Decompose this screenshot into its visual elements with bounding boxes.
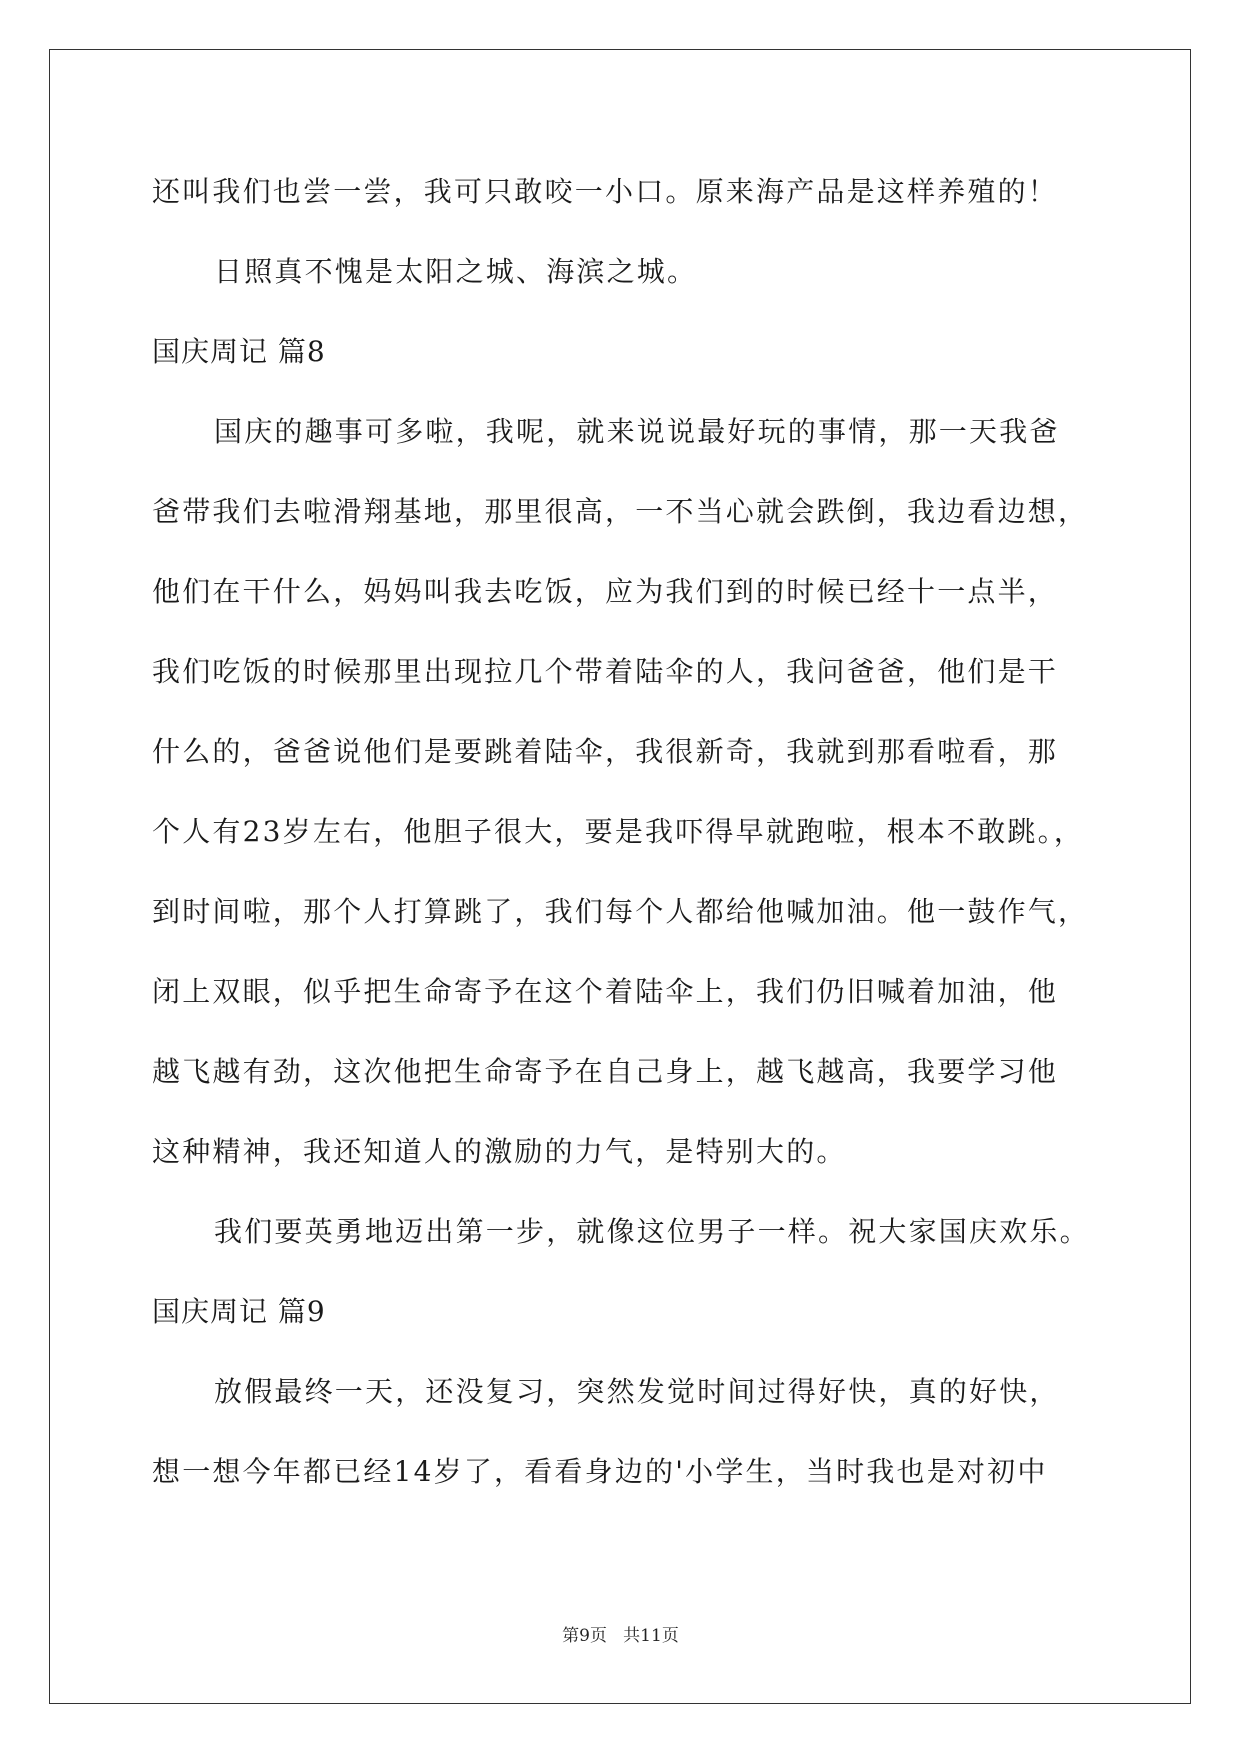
text-line: 闭上双眼，似乎把生命寄予在这个着陆伞上，我们仍旧喊着加油，他 [152, 975, 1059, 1008]
text-line: 什么的，爸爸说他们是要跳着陆伞，我很新奇，我就到那看啦看，那 [152, 735, 1059, 768]
text-line: 放假最终一天，还没复习，突然发觉时间过得好快，真的好快， [214, 1375, 1060, 1408]
text-line: 日照真不愧是太阳之城、海滨之城。 [214, 255, 698, 288]
page-footer: 第9页 共11页 [562, 1626, 679, 1646]
section-heading: 国庆周记 篇8 [152, 335, 326, 368]
text-line: 我们要英勇地迈出第一步，就像这位男子一样。祝大家国庆欢乐。 [214, 1215, 1090, 1248]
text-line: 到时间啦，那个人打算跳了，我们每个人都给他喊加油。他一鼓作气， [152, 895, 1089, 928]
text-line: 越飞越有劲，这次他把生命寄予在自己身上，越飞越高，我要学习他 [152, 1055, 1059, 1088]
section-heading: 国庆周记 篇9 [152, 1295, 326, 1328]
text-line: 想一想今年都已经14岁了，看看身边的'小学生，当时我也是对初中 [152, 1455, 1048, 1488]
text-line: 我们吃饭的时候那里出现拉几个带着陆伞的人，我问爸爸，他们是干 [152, 655, 1059, 688]
text-line: 这种精神，我还知道人的激励的力气，是特别大的。 [152, 1135, 847, 1168]
text-line: 还叫我们也尝一尝，我可只敢咬一小口。原来海产品是这样养殖的！ [152, 175, 1059, 208]
text-line: 他们在干什么，妈妈叫我去吃饭，应为我们到的时候已经十一点半， [152, 575, 1059, 608]
text-line: 国庆的趣事可多啦，我呢，就来说说最好玩的事情，那一天我爸 [214, 415, 1060, 448]
text-line: 个人有23岁左右，他胆子很大，要是我吓得早就跑啦，根本不敢跳。， [152, 815, 1085, 848]
text-line: 爸带我们去啦滑翔基地，那里很高，一不当心就会跌倒，我边看边想， [152, 495, 1089, 528]
